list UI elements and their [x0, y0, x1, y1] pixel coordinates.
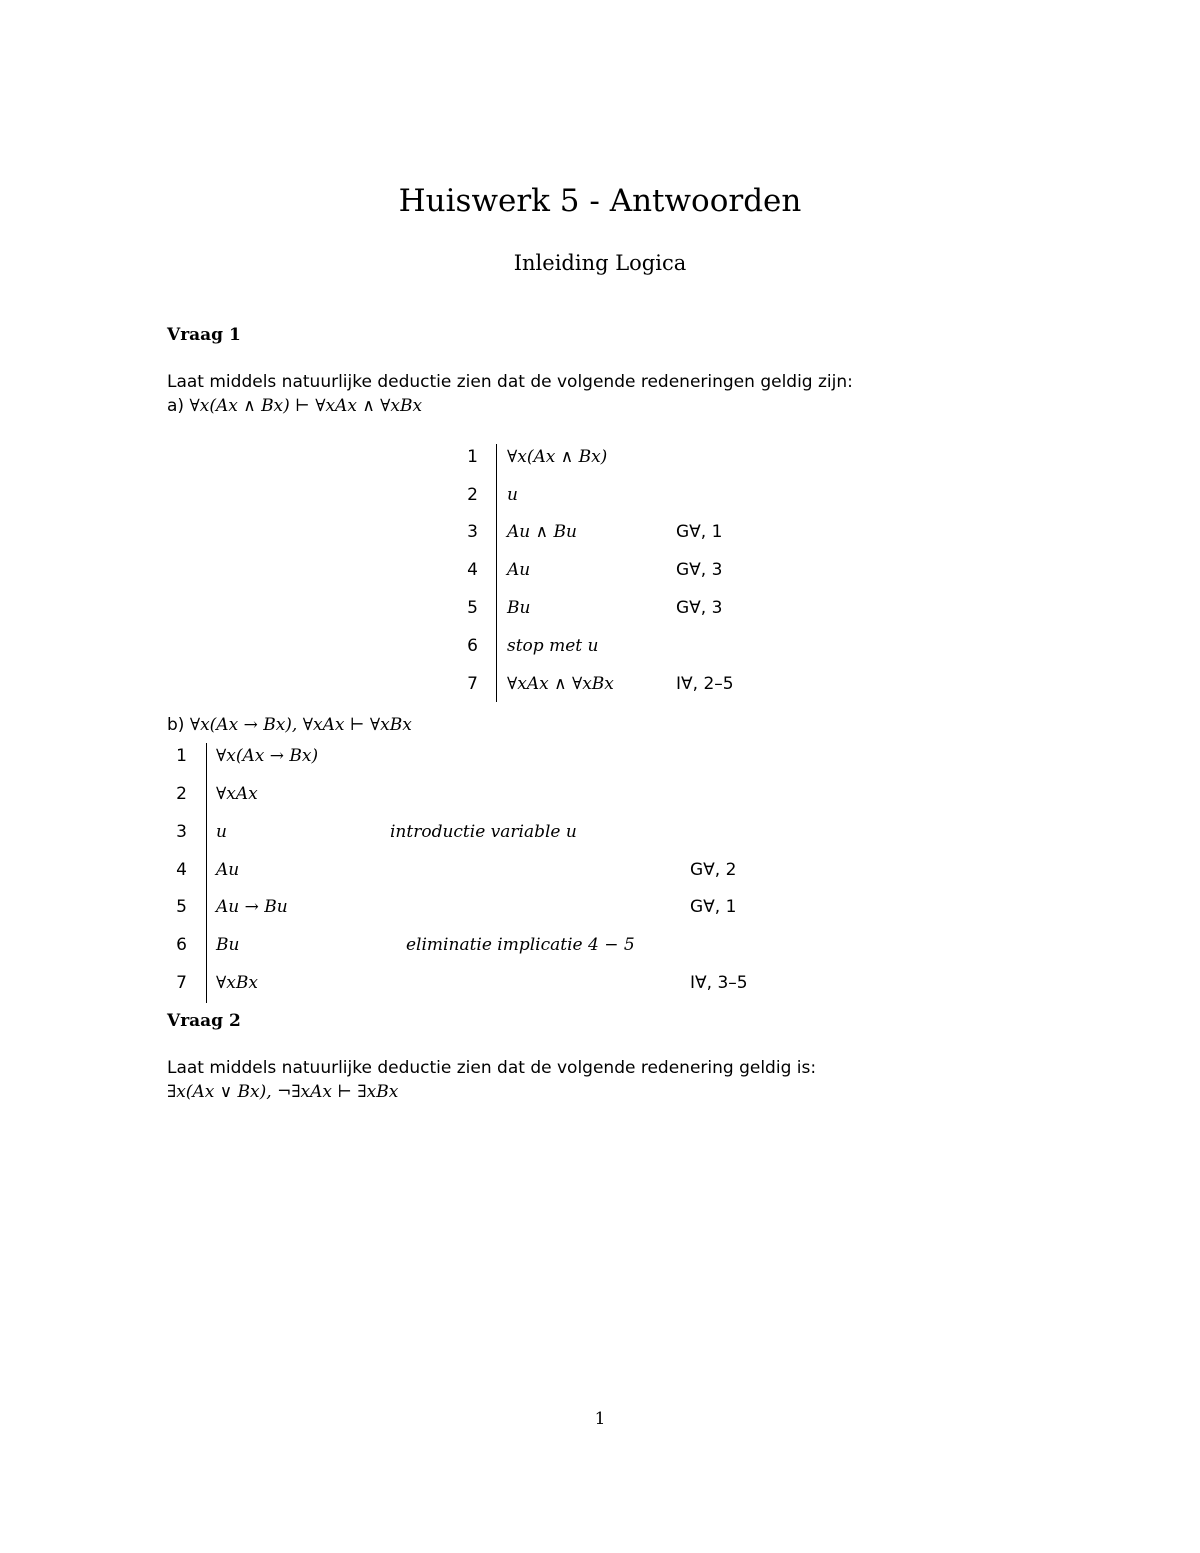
proof-b-justification: I∀, 3–5	[690, 973, 748, 993]
proof-b-line-number: 5	[176, 897, 187, 917]
proof-b-formula: ∀xBx	[216, 973, 258, 993]
question-2-formula: ∃x(Ax ∨ Bx), ¬∃xAx ⊢ ∃xBx	[167, 1082, 399, 1102]
proof-a-line-number: 5	[467, 598, 478, 618]
proof-b-line-number: 2	[176, 784, 187, 804]
proof-a-line-number: 4	[467, 560, 478, 580]
proof-a-formula: stop met u	[507, 636, 599, 656]
proof-a-line-number: 6	[467, 636, 478, 656]
proof-a-formula: Au	[507, 560, 531, 580]
proof-b-scope-line	[206, 743, 207, 1003]
question-1a-formula: ∀x(Ax ∧ Bx) ⊢ ∀xAx ∧ ∀xBx	[189, 396, 423, 416]
proof-a-line-number: 3	[467, 522, 478, 542]
proof-b-justification: G∀, 1	[690, 897, 737, 917]
proof-a-line-number: 7	[467, 674, 478, 694]
proof-a-justification: G∀, 3	[676, 560, 723, 580]
proof-a-formula: Bu	[507, 598, 531, 618]
proof-b-line-number: 4	[176, 860, 187, 880]
proof-b-formula: ∀x(Ax → Bx)	[216, 746, 319, 766]
proof-b-formula: Bu	[216, 935, 240, 955]
proof-a-formula: ∀x(Ax ∧ Bx)	[507, 447, 608, 467]
question-1-heading: Vraag 1	[167, 325, 241, 345]
proof-a-justification: I∀, 2–5	[676, 674, 734, 694]
proof-b-line-number: 1	[176, 746, 187, 766]
page-number: 1	[594, 1409, 606, 1429]
proof-a-formula: u	[507, 485, 518, 505]
question-1b-formula: ∀x(Ax → Bx), ∀xAx ⊢ ∀xBx	[189, 715, 412, 735]
proof-b-justification: G∀, 2	[690, 860, 737, 880]
proof-b-comment: eliminatie implicatie 4 − 5	[406, 935, 635, 955]
proof-a-formula: Au ∧ Bu	[507, 522, 577, 542]
proof-b-formula: u	[216, 822, 227, 842]
question-2-intro: Laat middels natuurlijke deductie zien dat de volgende redenering geldig is:	[167, 1058, 817, 1078]
proof-a-line-number: 1	[467, 447, 478, 467]
proof-b-line-number: 3	[176, 822, 187, 842]
proof-b-line-number: 6	[176, 935, 187, 955]
proof-a-scope-line	[496, 444, 497, 702]
question-1-intro: Laat middels natuurlijke deductie zien dat de volgende redeneringen geldig zijn:	[167, 372, 853, 392]
proof-b-formula: ∀xAx	[216, 784, 258, 804]
proof-b-line-number: 7	[176, 973, 187, 993]
question-1b-statement	[167, 715, 412, 735]
proof-a-line-number: 2	[467, 485, 478, 505]
question-1a-statement	[167, 396, 422, 416]
proof-a-justification: G∀, 3	[676, 598, 723, 618]
question-1a-label: a)	[167, 396, 190, 416]
proof-b-formula: Au → Bu	[216, 897, 288, 917]
page-title: Huiswerk 5 - Antwoorden	[398, 183, 802, 219]
page-subtitle: Inleiding Logica	[513, 251, 687, 275]
question-2-heading: Vraag 2	[167, 1011, 241, 1031]
proof-b-comment: introductie variable u	[390, 822, 577, 842]
proof-a-justification: G∀, 1	[676, 522, 723, 542]
proof-a-formula: ∀xAx ∧ ∀xBx	[507, 674, 614, 694]
question-1b-label: b)	[167, 715, 190, 735]
proof-b-formula: Au	[216, 860, 240, 880]
